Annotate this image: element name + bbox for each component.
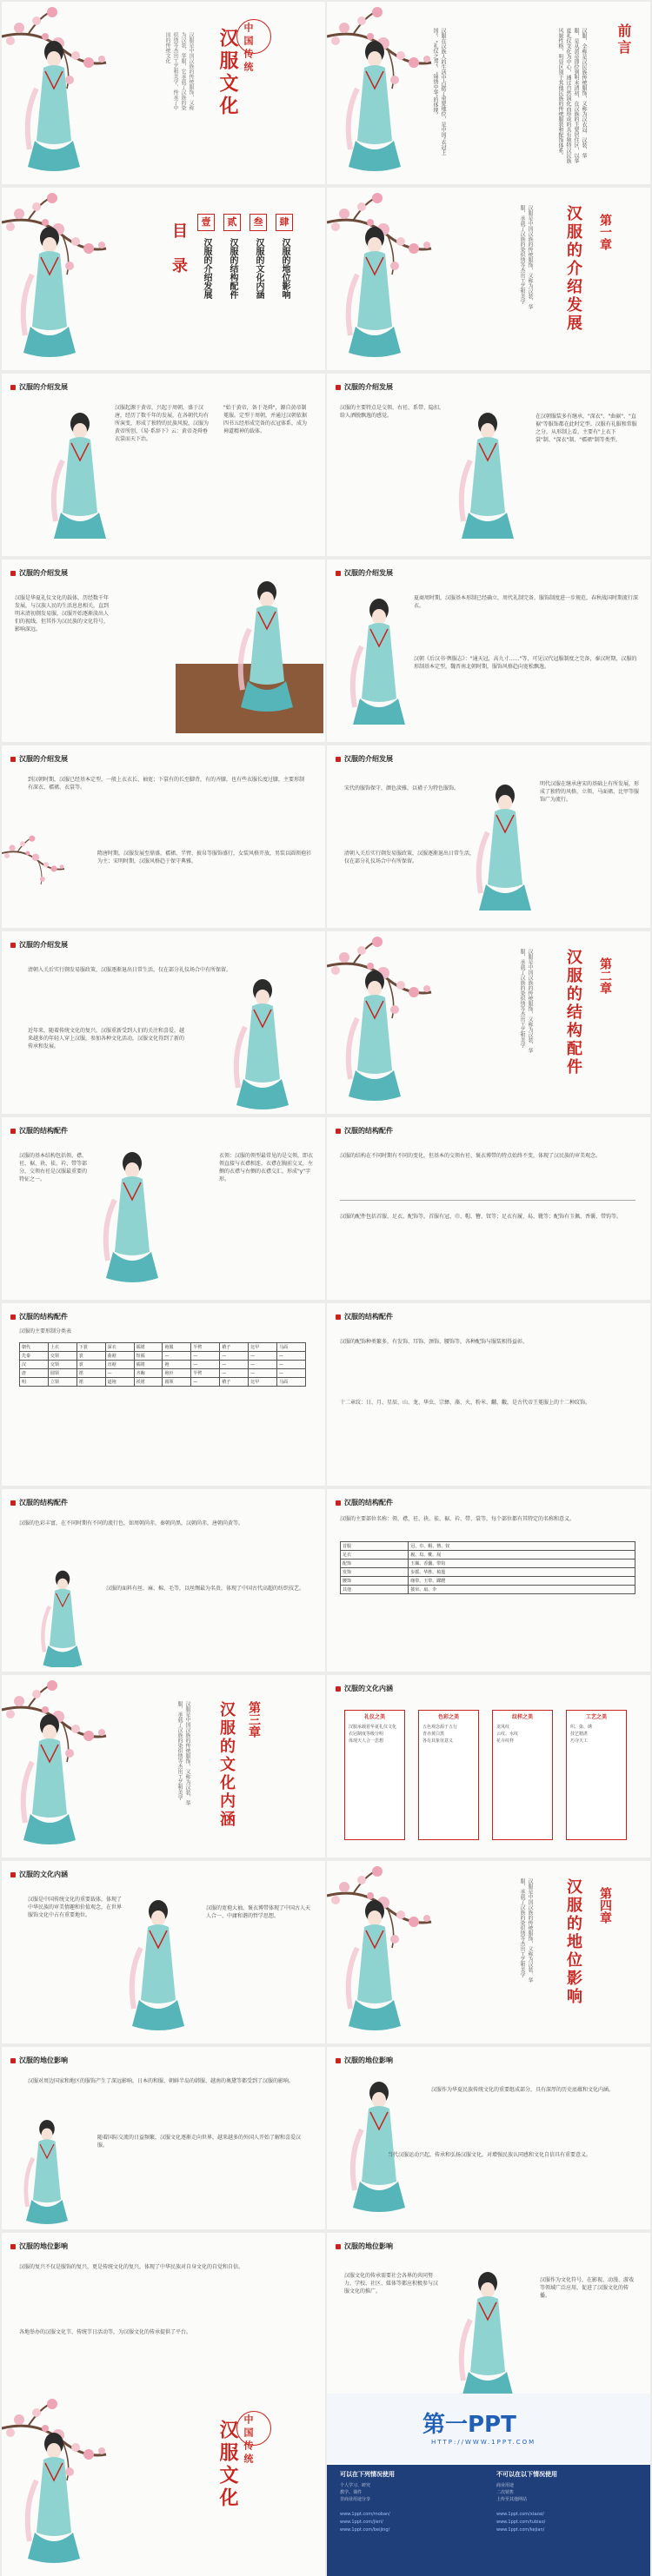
- impact-slide-3: [2, 2233, 325, 2415]
- plum-blossom-branch: [2, 832, 71, 919]
- section-header: 汉服的介绍发展: [19, 940, 68, 949]
- table-row: 其他 披帛、扇、伞: [341, 1586, 635, 1594]
- promo-right-lines: 商业用途 二次销售 上传至其他网站: [496, 2483, 528, 2502]
- cover-slide: [2, 2, 325, 184]
- hanfu-lady-illustration: [15, 1710, 93, 1853]
- hanfu-lady-illustration: [340, 1896, 418, 2039]
- intro-5-bottom: 隋唐时期，汉服发展至鼎盛，襦裙、半臂、披帛等服饰盛行，女装风格开放，男装以圆领袍衫为主；宋明时期，汉服风格趋于保守典雅。: [97, 851, 312, 864]
- chapter-4-no: 第四章: [598, 1887, 612, 1924]
- toc-item-1[interactable]: 汉服的介绍发展: [202, 238, 211, 299]
- form-table: [19, 1342, 306, 1387]
- table-row: 发饰 步摇、华胜、梳篦: [341, 1568, 635, 1577]
- th: 朝代: [20, 1343, 49, 1352]
- toc-seal-4: 肆: [276, 214, 293, 231]
- section-header: 汉服的介绍发展: [344, 754, 393, 763]
- impact-2-top: 汉服作为华夏民族传统文化的重要组成部分，具有深厚的历史底蕴和文化内涵。: [431, 2087, 615, 2093]
- chapter-4-slide: [327, 1861, 650, 2043]
- struct-slide-3: [2, 1303, 325, 1486]
- promo-links-left[interactable]: www.1ppt.com/moban/ www.1ppt.com/jieri/ www.1ppt.com/beijing/: [340, 2512, 390, 2533]
- section-header: 汉服的介绍发展: [344, 382, 393, 391]
- hanfu-lady-illustration: [97, 1148, 167, 1287]
- th: 褙子: [220, 1343, 249, 1352]
- culture-slide-1: [327, 1675, 650, 1858]
- foreword-slide: [327, 2, 650, 184]
- hanfu-lady-illustration: [19, 36, 97, 180]
- th: 比甲: [249, 1343, 277, 1352]
- struct-slide-4: [327, 1303, 650, 1486]
- intro-3-text: 汉服是华夏礼仪文化的载体，历经数千年发展，与汉族人民的生活息息相关，直到明末清初剃发易服，汉服开始逐渐淡出人们的视线，但其作为汉民族的文化符号，影响深远。: [15, 595, 110, 632]
- table-header-row: [20, 1343, 306, 1352]
- chapter-1-note: 汉服是中国汉族的传统服饰，又称为汉装、华服，承载了汉族的染织绣等杰出工艺和美学: [519, 205, 533, 309]
- intro-slide-2: [327, 374, 650, 556]
- chapter-2-slide: [327, 931, 650, 1114]
- section-header: 汉服的文化内涵: [19, 1870, 68, 1878]
- toc-seal-2: 贰: [223, 214, 241, 231]
- impact-2-bottom: 当代汉服运动兴起，传承和弘扬汉服文化，对增强民族认同感和文化自信具有重要意义。: [388, 2152, 592, 2158]
- impact-1-bottom: 随着国际交流的日益频繁，汉服文化逐渐走向世界，越来越多的外国人开始了解和喜爱汉服。: [97, 2135, 302, 2149]
- intro-7-top: 清朝入关后实行剃发易服政策，汉服逐渐退出日常生活，仅在部分礼仪场合中有所保留。: [28, 967, 232, 973]
- intro-slide-1: [2, 374, 325, 556]
- hanfu-lady-illustration: [344, 2077, 414, 2216]
- chapter-1-slide: [327, 188, 650, 370]
- table-row: 腰饰 绦带、玉带、蹀躞: [341, 1577, 635, 1586]
- struct-5-bottom: 汉服的面料有丝、麻、棉、毛等，以丝绸最为名贵，体现了中国古代高超的纺织技艺。: [106, 1586, 305, 1592]
- toc-seal-1: 壹: [197, 214, 215, 231]
- impact-3-bottom: 各地举办的汉服文化节、传统节日活动等，为汉服文化的传承提供了平台。: [19, 2329, 192, 2335]
- chapter-1-no: 第一章: [598, 214, 612, 250]
- toc-item-3[interactable]: 汉服的文化内涵: [254, 238, 263, 299]
- intro-slide-4: [327, 560, 650, 742]
- cover-title: 汉服文化: [216, 28, 239, 118]
- intro-6-right: 明代汉服在继承唐宋的基础上有所发展，形成了独特的风格，立领、马面裙、比甲等服饰广为流行。: [540, 781, 640, 803]
- impact-4-left: 汉服文化的传承需要社会各界的共同努力，学校、社区、媒体等都应积极参与汉服文化的推广。: [344, 2273, 439, 2295]
- table-row: 唐 圆领 裙 — 齐胸 袍衫 半臂 — — —: [20, 1369, 306, 1378]
- intro-slide-6: [327, 745, 650, 928]
- table-row: 先秦 交领 裳 曲裾 短襦 — — — — —: [20, 1352, 306, 1361]
- culture-2-right: 汉服的宽袍大袖、褒衣博带体现了中国古人天人合一、中庸和谐的哲学思想。: [206, 1905, 311, 1919]
- chapter-3-title: 汉服的文化内涵: [217, 1701, 236, 1829]
- struct-4-top: 汉服的配饰种类繁多，有发饰、耳饰、颈饰、腰饰等，各种配饰与服装相得益彰。: [340, 1339, 529, 1345]
- table-row: 汉 交领 裳 直裾 襦裙 袍 — — — —: [20, 1361, 306, 1369]
- table-row: 首服 冠、巾、帽、簪、钗: [341, 1542, 635, 1551]
- struct-6-text: 汉服的主要部位名称：领、襟、衽、袂、袪、裾、衿、带、裳等，每个部位都有其特定的名称和意义。: [340, 1516, 575, 1522]
- ending-subtitle: 中国传统: [243, 2414, 254, 2467]
- intro-6-bottom: 清朝入关后实行剃发易服政策，汉服逐渐退出日常生活，仅在部分礼仪场合中有所保留。: [344, 851, 476, 864]
- chapter-3-note: 汉服是中国汉族的传统服饰，又称为汉装、华服，承载了汉族的染织绣等杰出工艺和美学: [176, 1701, 190, 1805]
- struct-slide-5: [2, 1489, 325, 1672]
- table-row: 足衣 履、舄、靴、屐: [341, 1551, 635, 1560]
- ending-title: 汉服文化: [216, 2420, 239, 2510]
- struct-2-bottom: 汉服的配件包括首服、足衣、配饰等，首服有冠、巾、帽、簪、钗等；足衣有履、舄、靴等；配饰有玉佩、香囊、带钩等。: [340, 1214, 622, 1220]
- intro-2-left: 汉服的主要特点是交领、右衽、系带、隐扣，给人洒脱飘逸的感觉。: [340, 405, 445, 419]
- section-header: 汉服的结构配件: [19, 1312, 68, 1321]
- chapter-4-note: 汉服是中国汉族的传统服饰，又称为汉装、华服，承载了汉族的染织绣等杰出工艺和美学: [519, 1878, 533, 1983]
- hanfu-lady-illustration: [470, 780, 531, 911]
- hanfu-lady-illustration: [453, 408, 514, 539]
- struct-1-right: 衣领：汉服的领型最常见的是交领，即衣领直接与衣襟相连，衣襟在胸前交叉，左侧的衣襟与右侧的衣襟交汇，形成"y"字形。: [219, 1153, 314, 1182]
- intro-7-bottom: 近年来，随着传统文化的复兴，汉服重新受到人们的关注和喜爱，越来越多的年轻人穿上汉服，参加各种文化活动，汉服文化得到了新的传承和发展。: [28, 1028, 185, 1050]
- hanfu-lady-illustration: [45, 408, 106, 539]
- hanfu-lady-illustration: [340, 36, 418, 180]
- struct-2-top: 汉服的结构在不同时期有不同的变化，但基本的交领右衽、褒衣博带的特点始终不变，体现了汉民族的审美观念。: [340, 1153, 602, 1159]
- hanfu-lady-illustration: [340, 966, 418, 1109]
- intro-4-bottom: 汉朝《后汉书·舆服志》："通天冠，高九寸……"等，可见汉代冠服制度之完备，秦汉时期，汉服的形制基本定型，魏晋南北朝时期，服饰风格趋向宽松飘逸。: [414, 656, 637, 670]
- foreword-p2: 汉服在汉族人的生活中占据了重要地位，是中国"衣冠上国"、"礼仪之邦"、"锦绣中华"的体现。: [432, 28, 446, 156]
- cover-subtitle: 中国传统: [243, 23, 254, 75]
- struct-slide-1: [2, 1117, 325, 1300]
- intro-5-top: 到汉朝时期，汉服已经基本定型，一般上衣衣长、袖宽；下裳有的长至脚背，有的齐膝，也有些衣服长度过膝，主要形制有深衣、襦裙、衣裳等。: [28, 777, 305, 791]
- promo-right-title: 不可以在以下情况使用: [496, 2471, 557, 2478]
- chapter-2-no: 第二章: [598, 957, 612, 994]
- intro-1-right: "始于黄帝，备于尧舜"，源自黄帝制冕服。定型于周朝，并通过汉朝依据四书五经形成完备的衣冠体系，成为神道精神的载体。: [223, 405, 308, 434]
- section-header: 汉服的文化内涵: [344, 1684, 393, 1692]
- culture-slide-2: [2, 1861, 325, 2043]
- intro-slide-3: [2, 560, 325, 742]
- section-header: 汉服的介绍发展: [344, 568, 393, 577]
- promo-url[interactable]: HTTP://WWW.1PPT.COM: [431, 2439, 536, 2446]
- th: 马面: [277, 1343, 306, 1352]
- promo-slide: [327, 2394, 650, 2576]
- intro-slide-5: [2, 745, 325, 928]
- hanfu-lady-illustration: [340, 222, 418, 366]
- promo-brand[interactable]: 第一PPT: [422, 2412, 516, 2438]
- culture-card-3: 纹样之美 龙凤纹 云纹、水纹 花卉纹样: [492, 1710, 553, 1840]
- foreword-title: 前言: [615, 23, 632, 56]
- chapter-1-title: 汉服的介绍发展: [564, 205, 582, 333]
- th: 半臂: [191, 1343, 220, 1352]
- hanfu-lady-illustration: [123, 1896, 193, 2035]
- culture-card-1: 礼仪之美 汉服承载着华夏礼仪文化 衣冠制度等级分明 体现天人合一思想: [344, 1710, 405, 1840]
- toc-item-4[interactable]: 汉服的地位影响: [280, 238, 289, 299]
- cover-intro: 汉服是中国汉族的传统服饰，又称为汉装、华服，它承载了汉族的染织绣等杰出工艺和美学，传承了中国的传统文化: [164, 32, 194, 110]
- hanfu-lady-illustration: [344, 594, 405, 725]
- toc-seal-3: 叁: [249, 214, 267, 231]
- chapter-3-no: 第三章: [247, 1701, 261, 1738]
- hanfu-lady-illustration: [19, 2116, 80, 2225]
- chapter-4-title: 汉服的地位影响: [564, 1878, 582, 2006]
- table-row: 明 立领 裙 道袍 袄裙 圆领 — 褙子 比甲 马面: [20, 1378, 306, 1387]
- toc-slide: [2, 188, 325, 370]
- intro-6-top: 宋代的服饰保守，颜色淡雅，以褙子为特色服饰。: [344, 785, 460, 791]
- struct-1-left: 汉服的基本结构包括领、襟、衽、裾、袂、袪、衿、带等部分，交领右衽是汉服最重要的特征之一。: [19, 1153, 88, 1182]
- hanfu-lady-illustration: [19, 2428, 97, 2572]
- th: 深衣: [105, 1343, 134, 1352]
- promo-left-lines: 个人学习、研究 教学、课件 非商业用途分享: [340, 2483, 371, 2502]
- section-header: 汉服的介绍发展: [19, 382, 68, 391]
- table-row: 配饰 玉佩、香囊、带钩: [341, 1560, 635, 1568]
- struct-5-top: 汉服的色彩丰富，在不同时期有不同的流行色，如周朝尚赤，秦朝尚黑，汉朝尚赤，唐朝尚黄等。: [19, 1520, 244, 1526]
- chapter-2-title: 汉服的结构配件: [564, 949, 582, 1076]
- hanfu-lady-illustration: [453, 2268, 522, 2407]
- hanfu-lady-illustration: [15, 222, 93, 366]
- impact-1-top: 汉服对周边国家和地区的服饰产生了深远影响，日本的和服、朝鲜半岛的韩服、越南的奥黛等都受到了汉服的影响。: [28, 2078, 295, 2084]
- culture-2-left: 汉服是中国传统文化的重要载体，体现了中华民族的审美情趣和价值观念，在世界服饰文化中占有重要地位。: [28, 1897, 123, 1918]
- toc-label-a: 目: [170, 222, 188, 241]
- promo-left-title: 可以在下列情况使用: [340, 2471, 395, 2478]
- hanfu-lady-illustration: [228, 975, 297, 1109]
- section-header: 汉服的结构配件: [344, 1126, 393, 1135]
- hanfu-lady-illustration: [37, 1567, 89, 1667]
- culture-card-4: 工艺之美 织、染、绣 技艺精湛 巧夺天工: [566, 1710, 627, 1840]
- section-header: 汉服的结构配件: [344, 1498, 393, 1507]
- section-header: 汉服的结构配件: [344, 1312, 393, 1321]
- promo-links-right[interactable]: www.1ppt.com/xiazai/ www.1ppt.com/tubiao/ www.1ppt.com/kejian/: [496, 2512, 546, 2533]
- impact-slide-2: [327, 2047, 650, 2229]
- th: 上衣: [48, 1343, 77, 1352]
- intro-slide-7: [2, 931, 325, 1114]
- accessory-table: [340, 1541, 635, 1594]
- impact-3-top: 汉服的复兴不仅是服饰的复兴，更是传统文化的复兴，体现了中华民族对自身文化的自觉和自信。: [19, 2264, 244, 2270]
- impact-4-right: 汉服作为文化符号，在影视、动漫、游戏等领域广泛应用，促进了汉服文化的传播。: [540, 2277, 635, 2299]
- section-header: 汉服的介绍发展: [19, 754, 68, 763]
- section-header: 汉服的结构配件: [19, 1126, 68, 1135]
- chapter-3-slide: [2, 1675, 325, 1858]
- toc-item-2[interactable]: 汉服的结构配件: [228, 238, 237, 299]
- section-header: 汉服的结构配件: [19, 1498, 68, 1507]
- struct-slide-2: [327, 1117, 650, 1300]
- section-header: 汉服的地位影响: [19, 2242, 68, 2250]
- foreword-p1: 汉服，全称是汉民族传统服饰，又称为汉衣冠、汉装、华服，是从黄帝即位到明末清初，在汉族的主要居住区，以华夏礼仪文化为中心，通过自然演化而形成的具有独特汉民族风貌性格，明显区别于其他民族的传统服装和配饰体系。: [557, 28, 587, 163]
- struct-slide-6: [327, 1489, 650, 1672]
- ending-slide: [2, 2394, 325, 2576]
- intro-2-right: 在汉朝服装多有继承，"深衣"、"曲裾"、"直裾"等服饰都在此时定型。汉服有礼服和常服之分，从形制上看，主要有"上衣下裳"制、"深衣"制、"襦裙"制等类型。: [536, 414, 637, 443]
- intro-4-top: 夏商周时期，汉服基本形制已经确立，周代礼制完备，服饰制度进一步规范，春秋战国时期流行深衣。: [414, 595, 639, 609]
- impact-slide-4: [327, 2233, 650, 2415]
- section-header: 汉服的介绍发展: [19, 568, 68, 577]
- toc-label-b: 录: [170, 257, 188, 275]
- section-header: 汉服的地位影响: [19, 2056, 68, 2064]
- culture-card-2: 色彩之美 五色观念源于五行 青赤黄白黑 各有其象征意义: [418, 1710, 479, 1840]
- section-header: 汉服的地位影响: [344, 2242, 393, 2250]
- th: 下裳: [77, 1343, 105, 1352]
- th: 襦裙: [134, 1343, 163, 1352]
- section-header: 汉服的地位影响: [344, 2056, 393, 2064]
- chapter-2-note: 汉服是中国汉族的传统服饰，又称为汉装、华服，承载了汉族的染织绣等杰出工艺和美学: [519, 949, 533, 1053]
- th: 袍服: [163, 1343, 191, 1352]
- struct-3-caption: 汉服的主要形制分类表: [19, 1328, 72, 1334]
- struct-4-bottom: 十二章纹：日、月、星辰、山、龙、华虫、宗彝、藻、火、粉米、黼、黻，是古代帝王冕服上的十二种纹饰。: [340, 1400, 591, 1406]
- impact-slide-1: [2, 2047, 325, 2229]
- hanfu-lady-illustration: [232, 577, 302, 716]
- intro-1-left: 汉服起源于黄帝，兴起于周朝，盛于汉唐，经历了数千年的发展，在各朝代均有所演变，形成了独特的民族风貌，汉服为黄帝所创，《易·系辞下》云：黄帝尧舜垂衣裳而天下治。: [115, 405, 210, 442]
